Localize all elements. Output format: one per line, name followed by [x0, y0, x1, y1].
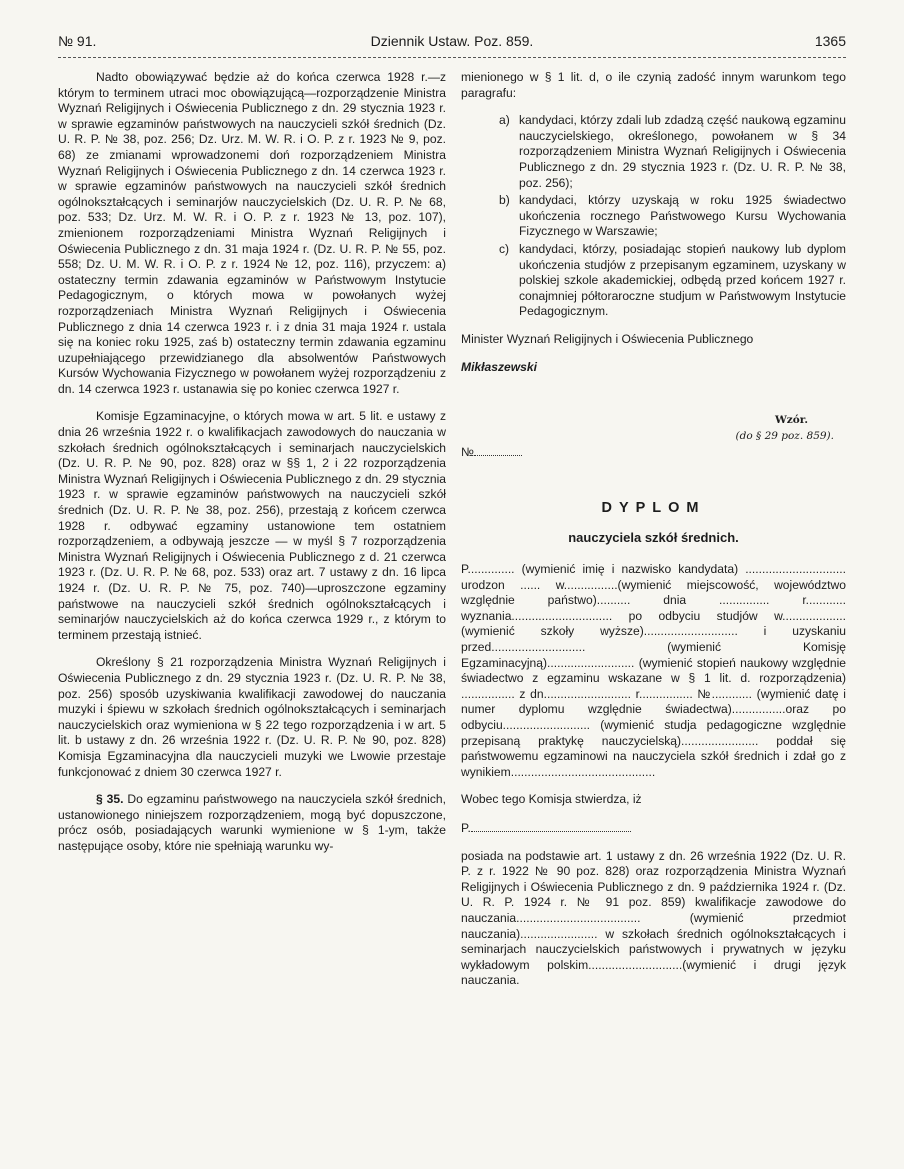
paragraph-4: [58, 792, 446, 854]
section-35-label: § 35.: [96, 792, 124, 807]
list-item: [461, 242, 846, 320]
template-note: [461, 413, 834, 444]
minister-title: Minister Wyznań Religijnych i Oświecenia Publicznego: [461, 331, 754, 346]
paragraph-2: Komisje Egzaminacyjne, o których mowa w art. 5 lit. e ustawy z dnia 26 września 1922 r. o kwalifikacjach zawodowych do nauczania w szkołach średnich ogólnokształcących i seminarjach nauczycielskich (Dz. U. R. P. № 90, poz. 828) oraz w §§ 1, 2 i 22 rozporządzenia Ministra Wyznań Religijnych i Oświecenia Publicznego z dn. 29 stycznia 1923 r. w sprawie egzaminów państwowych na nauczycieli szkół średnich (Dz. U. R. P. № 38, poz. 256), przestają z końcem czerwca 1928 r. odbywać egzaminy ustanowione tem ostatniem rozporządzeniem, a odbywają jeszcze — w myśl § 7 rozporządzenia Ministra Wyznań Religijnych i Oświecenia Publicznego z d. 21 czerwca 1923 r. (Dz. U. R. P. № 68, poz. 533) oraz art. 7 ustawy z dn. 16 lipca 1924 r. (Dz. U. R. P. № 75, poz. 740)—uproszczone egzaminy państwowe na nauczycieli szkół średnich ogólnokształcących i seminarjów nauczycielskich aż do końca czerwca 1929 r., z którym to terminem przestają istnieć.: [58, 409, 446, 642]
list-item-text: kandydaci, którzy, posiadając stopień naukowy lub dyplom ukończenia studjów z przepisanym egzaminem, uzyskany w polskiej szkole akademickiej, odbędą przed końcem 1927 r. conajmniej półtoraroczne studjum w Państwowym Instytucie Pedagogicznym.: [519, 241, 846, 319]
diploma-form-text: P.............. (wymienić imię i nazwisko kandydata) .............................. urodzon ...... w................(wymienić miejscowość, województwo względnie państwo).......... dnia ............... r............ wyznania.............................. po odbyciu studjów w...................(wymienić szkoły wyższe)............................ i uzyskaniu przed............................ (wymienić Komisję Egzaminacyjną).......................... (wymienić stopień naukowy względnie świadectwo z egzaminu wskazane w § 1 lit. d. rozporządzenia) ................ z dn.......................... r................ №............ (wymienić datę i numer dyplomu względnie świadectwa)................oraz po odbyciu.......................... (wymienić studja pedagogiczne względnie przepisaną praktykę nauczycielską)....................... poddał się państwowemu egzaminowi na nauczyciela szkół średnich i zdał go z wynikiem...........................................: [461, 562, 846, 779]
list-item-label: c): [499, 241, 510, 256]
diploma-number-line: [461, 444, 846, 461]
commission-statement: Wobec tego Komisja stwierdza, iż: [461, 792, 642, 807]
left-column: [58, 70, 446, 867]
list-item-label: a): [499, 113, 510, 128]
list-item-label: b): [499, 193, 510, 208]
paragraph-4-text: Do egzaminu państwowego na nauczyciela szkół średnich, ustanowionego niniejszem rozporządzeniem, mogą być dopuszczone, prócz osób, posiadających warunki wymienione w § 1-ym, także następujące osoby, które nie spełniają warunku wy-: [58, 792, 446, 853]
journal-title: Dziennik Ustaw. Poz. 859.: [370, 33, 534, 49]
candidate-list: [461, 113, 846, 320]
paragraph-1: Nadto obowiązywać będzie aż do końca czerwca 1928 r.—z którym to terminem utraci moc obowiązującą—rozporządzenie Ministra Wyznań Religijnych i Oświecenia Publicznego z dn. 29 stycznia 1923 r. w sprawie egzaminów państwowych na nauczycieli szkół średnich (Dz. U. R. P. № 38, poz. 256; Dz. Urz. M. W. R. i O. P. z r. 1923 № 9, poz. 68) ze zmianami wprowadzonemi doń rozporządzeniem Ministra Wyznań Religijnych i Oświecenia Publicznego z dn. 14 czerwca 1923 r. w sprawie egzaminów państwowych na nauczycieli szkół średnich ogólnokształcących i seminarjów nauczycielskich (Dz. U. R. P. № 68, poz. 533; Dz. Urz. M. W. R. i O. P. z r. 1923 № 13, poz. 107), zmienionem rozporządzeniami Ministra Wyznań Religijnych i Oświecenia Publicznego z dn. 31 maja 1924 r. (Dz. U. R. P. № 55, poz. 558; Dz. U. M. W. R. i O. P. z r. 1924 № 12, poz. 116), przyczem: a) ostateczny termin zdawania egzaminów w Państwowym Instytucie Pedagogicznym, o których mowa w powołanych wyżej rozporządzeniach Ministra Wyznań Religijnych i Oświecenia Publicznego z dnia 14 czerwca 1923 r. i z dnia 31 maja 1924 r. ustala się na koniec roku 1925, zaś b) ostateczny termin zdawania egzaminu uzupełniającego przewidzianego dla absolwentów Państwowych Kursów Wychowania Fizycznego w powołanem wyżej rozporządzeniu z dn. 14 czerwca 1923 r. ustanawia się po koniec czerwca 1927 r.: [58, 70, 446, 396]
page-header: [58, 33, 846, 55]
list-item: [461, 113, 846, 191]
diploma-subtitle: nauczyciela szkół średnich.: [568, 530, 739, 546]
template-reference: (do § 29 poz. 859).: [735, 429, 834, 442]
right-column: [461, 70, 846, 1001]
number-blank: [474, 444, 522, 456]
diploma-title: DYPLOM: [601, 499, 706, 516]
list-item-text: kandydaci, którzy uzyskają w roku 1925 świadectwo ukończenia rocznego Państwowego Kursu Wychowania Fizycznego w Warszawie;: [519, 193, 846, 239]
list-item: [461, 193, 846, 240]
list-item-text: kandydaci, którzy zdali lub zdadzą część naukową egzaminu nauczycielskiego, określonego, powołanem w § 34 rozporządzeniem Ministra Wyznań Religijnych i Oświecenia Publicznego z dn. 29 stycznia 1923 r. (Dz. U. R. P. № 38, poz. 256);: [519, 113, 846, 190]
number-label: №: [461, 445, 474, 460]
template-label: Wzór.: [775, 414, 808, 427]
paragraph-3: Określony § 21 rozporządzenia Ministra Wyznań Religijnych i Oświecenia Publicznego z dn. 29 stycznia 1923 r. (Dz. U. R. P. № 38, poz. 256) sposób uzyskiwania kwalifikacji zawodowej do nauczania muzyki i śpiewu w szkołach średnich ogólnokształcących i seminarjach nauczycielskich oraz wymieniona w § 22 tego rozporządzenia i w art. 5 lit. b ustawy z dn. 26 września 1922 r. (Dz. U. R. P. № 90, poz. 828) Komisja Egzaminacyjna dla nauczycieli muzyki we Lwowie przestaje funkcjonować z dniem 30 czerwca 1927 r.: [58, 655, 446, 779]
continuation-paragraph: mienionego w § 1 lit. d, o ile czynią zadość innym warunkom tego paragrafu:: [461, 70, 846, 100]
name-blank: [471, 820, 631, 832]
issue-number: № 91.: [58, 33, 97, 49]
minister-signature: Mikłaszewski: [461, 359, 537, 374]
name-prefix: P.: [461, 820, 471, 835]
page-number: 1365: [814, 33, 846, 49]
name-line: [461, 820, 846, 837]
qualification-text: posiada na podstawie art. 1 ustawy z dn. 26 września 1922 (Dz. U. R. P. z r. 1922 № 90 poz. 828) oraz rozporządzenia Ministra Wyznań Religijnych i Oświecenia Publicznego z dn. 9 października 1924 r. (Dz. U. R. P. 1924 r. № 91 poz. 859) kwalifikacje zawodowe do nauczania..................................... (wymienić przedmiot nauczania)....................... w szkołach średnich ogólnokształcących i seminarjach nauczycielskich państwowych i prywatnych w języku wykładowym polskim............................(wymienić i drugi język nauczania.: [461, 848, 846, 988]
header-rule: [58, 57, 846, 58]
